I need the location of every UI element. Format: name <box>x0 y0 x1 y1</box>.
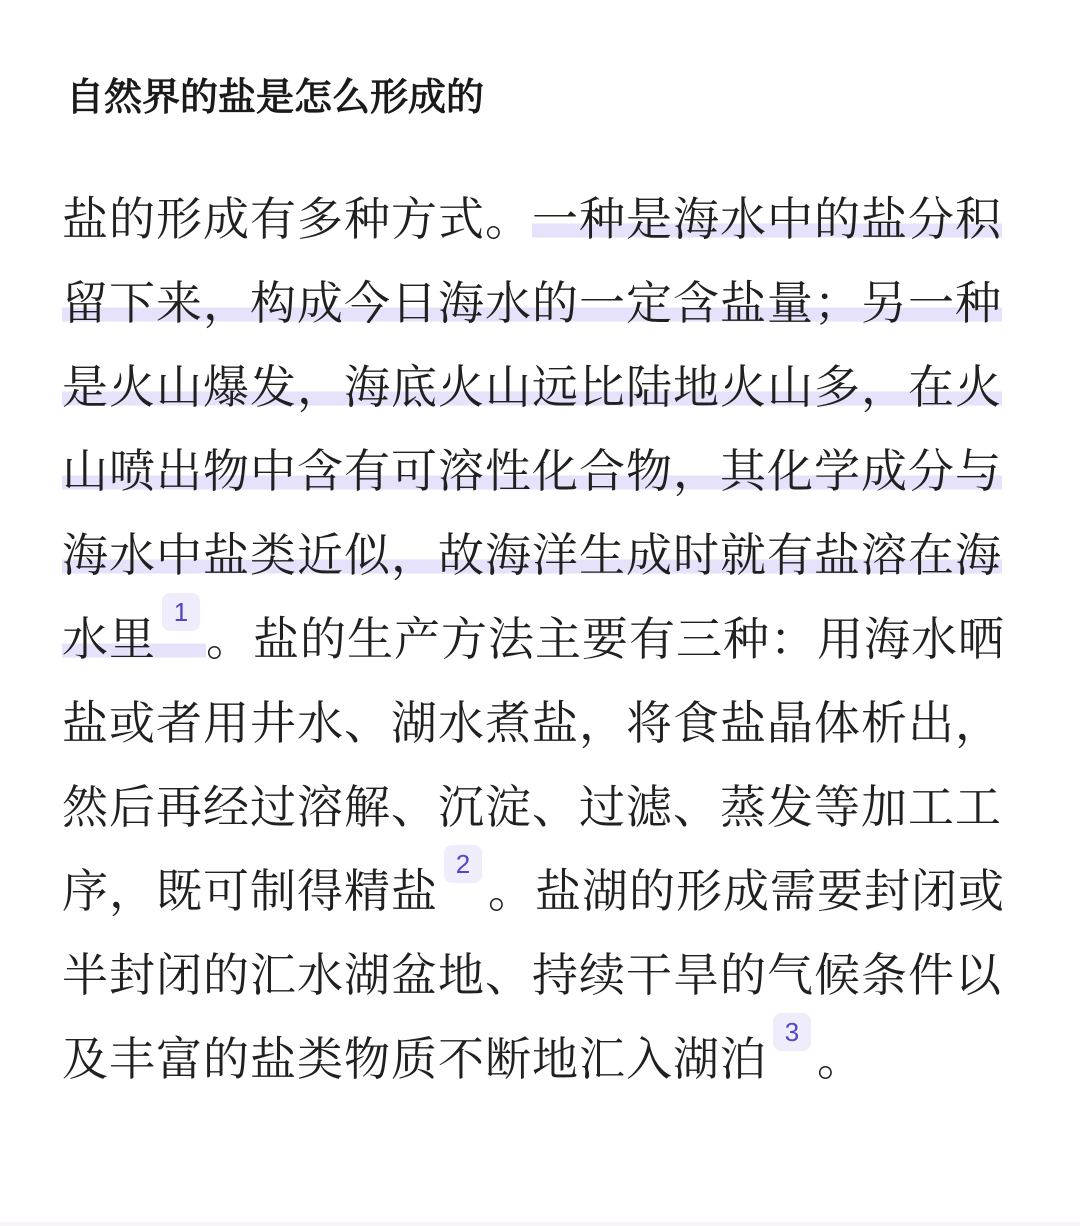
highlighted-text-content: 一种是海水中的盐分积留下来，构成今日海水的一定含盐量；另一种是火山爆发，海底火山远比陆地火山多，在火山喷出物中含有可溶性化合物，其化学成分与海水中盐类近似，故海洋生成时就有盐溶在海水里 <box>62 192 1002 666</box>
citation-badge-3[interactable]: 3 <box>773 1013 811 1051</box>
text-segment: 。盐湖的形成需要封闭或半封闭的汇水湖盆地、持续干旱的气候条件以及丰富的盐类物质不断地汇入湖泊 <box>62 864 1005 1086</box>
highlighted-text[interactable] <box>62 192 1002 666</box>
citation-badge-1[interactable]: 1 <box>162 593 200 631</box>
text-segment: 。盐的生产方法主要有三种：用海水晒盐或者用井水、湖水煮盐，将食盐晶体析出，然后再经过溶解、沉淀、过滤、蒸发等加工工序，既可制得精盐 <box>62 612 1005 918</box>
text-segment: 。 <box>817 1032 864 1086</box>
page-title: 自然界的盐是怎么形成的 <box>66 75 485 119</box>
text-segment: 盐的形成有多种方式。 <box>62 192 532 246</box>
citation-badge-2[interactable]: 2 <box>444 845 482 883</box>
answer-paragraph <box>62 177 1020 1101</box>
divider <box>0 1222 1080 1226</box>
